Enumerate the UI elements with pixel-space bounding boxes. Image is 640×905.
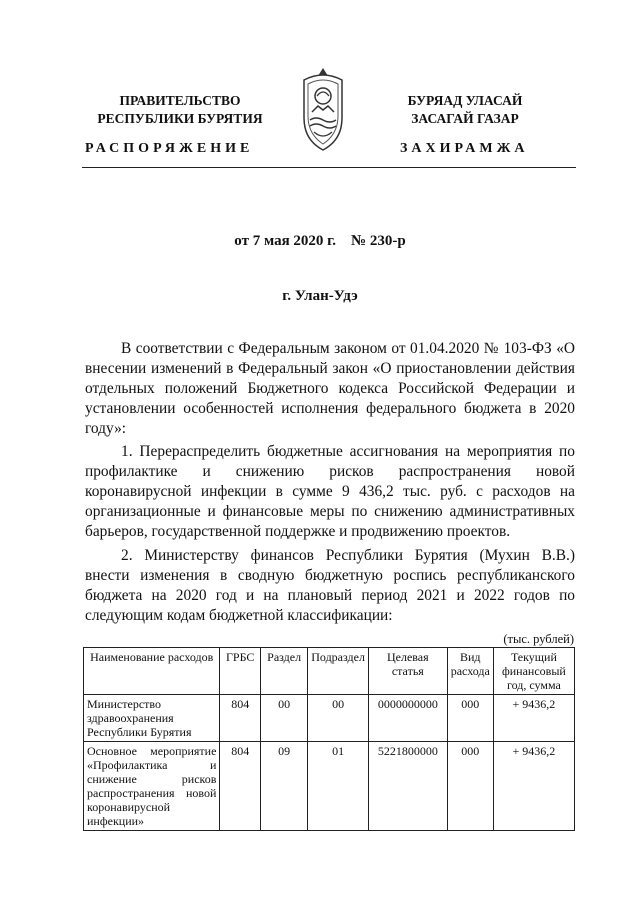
- government-name-buryat-line1: БУРЯАД УЛАСАЙ: [407, 93, 523, 108]
- preamble-paragraph: [85, 339, 575, 439]
- coat-of-arms-emblem: [296, 66, 350, 154]
- table-header-cell: Раздел: [261, 648, 308, 695]
- table-cell: 000: [447, 742, 493, 831]
- table-header-cell: Подраздел: [308, 648, 369, 695]
- table-cell: 00: [261, 695, 308, 742]
- document-type-russian: РАСПОРЯЖЕНИЕ: [85, 141, 254, 156]
- table-header-cell: ГРБС: [220, 648, 261, 695]
- table-cell: Основное мероприятие «Профилактика и снижение рисков распространения новой коронавирусной инфекции»: [84, 742, 220, 831]
- document-type-buryat: ЗАХИРАМЖА: [400, 141, 529, 156]
- item1-paragraph: [85, 442, 575, 542]
- table-cell: + 9436,2: [493, 695, 574, 742]
- government-name-line1: ПРАВИТЕЛЬСТВО: [119, 93, 241, 108]
- table-header-row: [84, 648, 575, 695]
- document-city: г. Улан-Удэ: [282, 288, 358, 304]
- government-name: [82, 92, 278, 128]
- table-cell: 09: [261, 742, 308, 831]
- table-header-cell: Вид расхода: [447, 648, 493, 695]
- government-name-line2: РЕСПУБЛИКИ БУРЯТИЯ: [97, 111, 263, 126]
- table-cell: 01: [308, 742, 369, 831]
- table-header-cell: Целевая статья: [368, 648, 447, 695]
- table-cell: 00: [308, 695, 369, 742]
- table-row: [84, 742, 575, 831]
- item1-text: 1. Перераспределить бюджетные ассигнования на мероприятия по профилактике и снижению рисков распространения новой коронавирусной инфекции в сумме 9 436,2 тыс. руб. с расходов на организационные и финансовые меры по снижению административных барьеров, государственной поддержке и продвижению проектов.: [85, 443, 575, 540]
- item2-text: 2. Министерству финансов Республики Бурятия (Мухин В.В.) внести изменения в сводную бюджетную роспись республиканского бюджета на 2020 год и на плановый период 2021 и 2022 годов по следующим кодам бюджетной классификации:: [85, 547, 575, 624]
- table-header-cell: Текущий финансовый год, сумма: [493, 648, 574, 695]
- table-header-cell: Наименование расходов: [84, 648, 220, 695]
- table-cell: 000: [447, 695, 493, 742]
- document-date-number: от 7 мая 2020 г. № 230-р: [234, 233, 406, 249]
- government-name-buryat: [370, 92, 560, 128]
- item2-paragraph: [85, 546, 575, 626]
- table-cell: 5221800000: [368, 742, 447, 831]
- preamble-text: В соответствии с Федеральным законом от 01.04.2020 № 103-ФЗ «О внесении изменений в Федеральный закон «О приостановлении действия отдельных положений Бюджетного кодекса Российской Федерации и установлении особенностей исполнения федерального бюджета в 2020 году»:: [85, 340, 575, 437]
- table-cell: Министерство здравоохранения Республики Бурятия: [84, 695, 220, 742]
- table-cell: 804: [220, 695, 261, 742]
- header-divider: [82, 167, 576, 168]
- budget-table: [83, 647, 575, 831]
- table-unit-label: (тыс. рублей): [503, 632, 574, 646]
- table-cell: 0000000000: [368, 695, 447, 742]
- table-cell: 804: [220, 742, 261, 831]
- government-name-buryat-line2: ЗАСАГАЙ ГАЗАР: [411, 111, 519, 126]
- table-cell: + 9436,2: [493, 742, 574, 831]
- table-row: [84, 695, 575, 742]
